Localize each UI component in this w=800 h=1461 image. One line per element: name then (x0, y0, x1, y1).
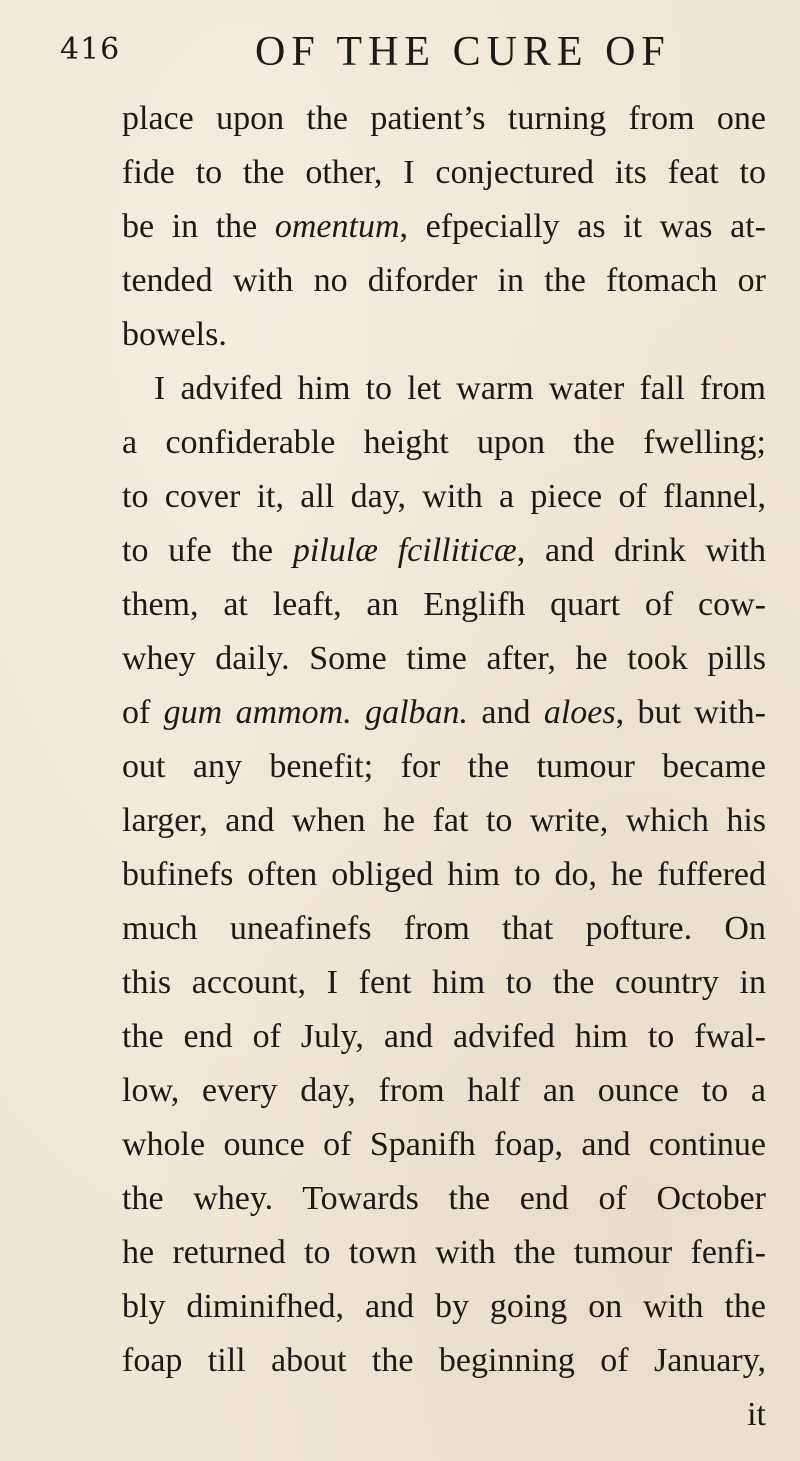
text-run: bufinefs often obliged him to do, he fuffered (122, 856, 766, 893)
text-line (122, 1010, 766, 1064)
text-line (122, 200, 766, 254)
text-run: a confiderable height upon the fwelling; (122, 424, 766, 461)
text-run: , and drink with (516, 532, 766, 569)
page-header (60, 22, 760, 82)
text-run: whole ounce of Spanifh foap, and continue (122, 1126, 766, 1163)
italic-text-run: gum ammom. galban. (163, 694, 469, 731)
text-run: to cover it, all day, with a piece of flannel, (122, 478, 766, 515)
text-run: bly diminifhed, and by going on with the (122, 1288, 766, 1325)
text-run: and (468, 694, 544, 731)
text-line (122, 1280, 766, 1334)
text-line (122, 1388, 766, 1442)
text-run: tended with no diforder in the ftomach or (122, 262, 766, 299)
text-run: much uneafinefs from that pofture. On (122, 910, 766, 947)
page-number: 416 (60, 32, 121, 67)
text-line (122, 956, 766, 1010)
text-line (122, 308, 766, 362)
text-run: I advifed him to let warm water fall from (154, 370, 766, 407)
text-line (122, 92, 766, 146)
text-line (122, 1334, 766, 1388)
text-line (122, 416, 766, 470)
text-run: foap till about the beginning of January, (122, 1342, 766, 1379)
italic-text-run: omentum (274, 208, 400, 245)
text-line (122, 848, 766, 902)
text-run: place upon the patient’s turning from one (122, 100, 766, 137)
text-run: bowels. (122, 316, 227, 353)
text-line (122, 1172, 766, 1226)
text-run: fide to the other, I conjectured its feat to (122, 154, 766, 191)
text-run: , but with- (615, 694, 766, 731)
text-run: whey daily. Some time after, he took pills (122, 640, 766, 677)
text-run: , efpecially as it was at- (399, 208, 766, 245)
text-run: he returned to town with the tumour fenfi- (122, 1234, 766, 1271)
text-line (122, 254, 766, 308)
text-run: be in the (122, 208, 275, 245)
body-text (122, 92, 766, 1442)
text-run: of (122, 694, 164, 731)
text-line (122, 1118, 766, 1172)
text-line (122, 362, 766, 416)
text-line (122, 1226, 766, 1280)
text-line (122, 632, 766, 686)
text-run: the whey. Towards the end of October (122, 1180, 766, 1217)
text-line (122, 524, 766, 578)
text-line (122, 686, 766, 740)
text-run: out any benefit; for the tumour became (122, 748, 766, 785)
text-run: them, at leaft, an Englifh quart of cow- (122, 586, 766, 623)
text-line (122, 1064, 766, 1118)
text-run: this account, I fent him to the country in (122, 964, 766, 1001)
text-run: to ufe the (122, 532, 293, 569)
running-head: OF THE CURE OF (255, 29, 671, 75)
text-run: larger, and when he fat to write, which his (122, 802, 766, 839)
text-run: the end of July, and advifed him to fwal- (122, 1018, 766, 1055)
italic-text-run: aloes (543, 694, 616, 731)
text-run: it (747, 1396, 766, 1433)
text-line (122, 578, 766, 632)
text-line (122, 146, 766, 200)
text-line (122, 794, 766, 848)
text-line (122, 740, 766, 794)
italic-text-run: pilulæ fcillitic​æ (292, 532, 517, 569)
text-line (122, 902, 766, 956)
text-run: low, every day, from half an ounce to a (122, 1072, 766, 1109)
text-line (122, 470, 766, 524)
